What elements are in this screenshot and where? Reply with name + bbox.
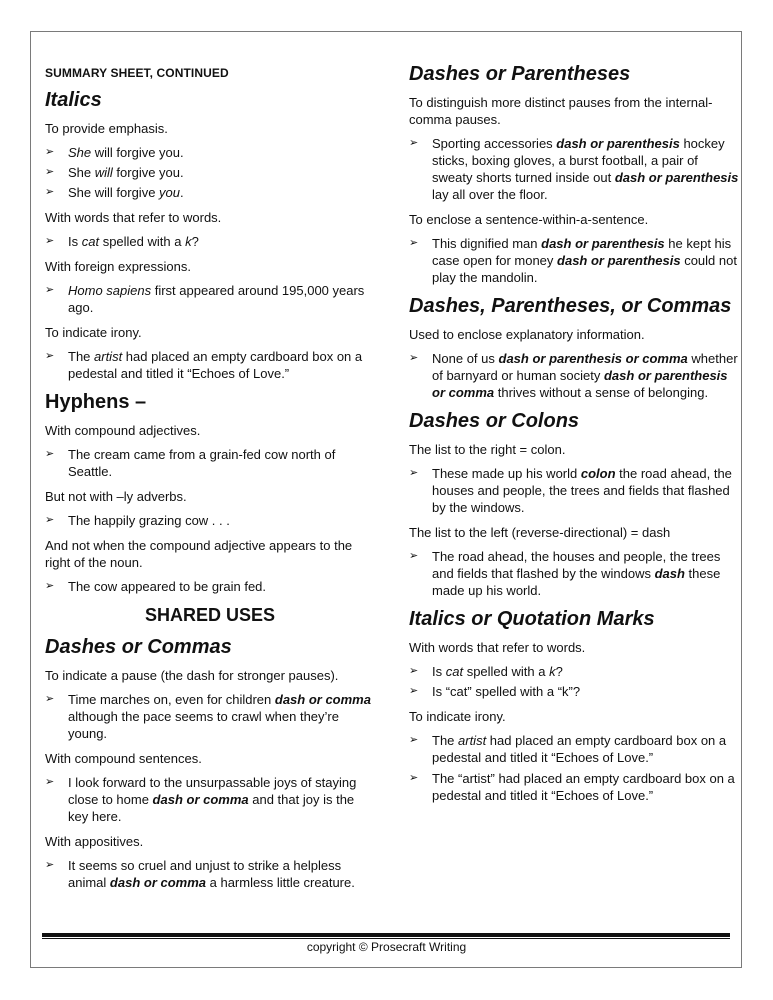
list-item: ➢ The road ahead, the houses and people, the trees and fields that flashed by the windows dash these made up his world.: [409, 549, 721, 598]
arrow-bullet-icon: ➢: [409, 665, 419, 677]
bullet-list: [409, 548, 739, 599]
arrow-bullet-icon: ➢: [45, 448, 55, 460]
arrow-bullet-icon: ➢: [45, 776, 55, 788]
lead-text: And not when the compound adjective appears to the right of the noun.: [45, 538, 353, 570]
arrow-bullet-icon: ➢: [45, 166, 55, 178]
list-item: ➢ Is “cat” spelled with a “k”?: [409, 684, 581, 699]
section-title-italics: Italics: [45, 89, 102, 111]
arrow-bullet-icon: ➢: [45, 580, 55, 592]
lead-text: To indicate a pause (the dash for stronger pauses).: [45, 668, 339, 683]
bullet-list: [45, 282, 375, 316]
lead-text: With compound adjectives.: [45, 423, 201, 438]
arrow-bullet-icon: ➢: [45, 146, 55, 158]
lead-text: To indicate irony.: [409, 709, 506, 724]
arrow-bullet-icon: ➢: [409, 137, 419, 149]
section-title-dashes-or-parentheses: Dashes or Parentheses: [409, 63, 631, 85]
lead-text: To distinguish more distinct pauses from the internal-comma pauses.: [409, 95, 713, 127]
list-item: ➢ These made up his world colon the road ahead, the houses and people, the trees and fields that flashed by the windows.: [409, 466, 732, 515]
footer-divider: [42, 933, 730, 937]
bullet-list: [409, 663, 739, 700]
list-item: ➢ She will forgive you.: [45, 145, 184, 160]
bullet-list: [409, 235, 739, 286]
lead-text: To indicate irony.: [45, 325, 142, 340]
lead-text: To enclose a sentence-within-a-sentence.: [409, 212, 649, 227]
list-item: ➢ The happily grazing cow . . .: [45, 513, 230, 528]
list-item: ➢ Is cat spelled with a k?: [45, 234, 199, 249]
lead-text: With appositives.: [45, 834, 144, 849]
lead-text: The list to the left (reverse-directional) = dash: [409, 525, 671, 540]
lead-text: Used to enclose explanatory information.: [409, 327, 645, 342]
lead-text: With compound sentences.: [45, 751, 202, 766]
shared-uses-heading: SHARED USES: [144, 605, 276, 625]
arrow-bullet-icon: ➢: [45, 186, 55, 198]
arrow-bullet-icon: ➢: [409, 237, 419, 249]
bullet-list: [45, 446, 375, 480]
arrow-bullet-icon: ➢: [409, 550, 419, 562]
list-item: ➢ It seems so cruel and unjust to strike a helpless animal dash or comma a harmless little creature.: [45, 858, 355, 890]
arrow-bullet-icon: ➢: [409, 772, 419, 784]
section-title-dashes-or-colons: Dashes or Colons: [409, 410, 580, 432]
list-item: ➢ Time marches on, even for children dash or comma although the pace seems to crawl when they’re young.: [45, 692, 371, 741]
list-item: ➢ Is cat spelled with a k?: [409, 664, 563, 679]
arrow-bullet-icon: ➢: [45, 693, 55, 705]
copyright-notice: copyright © Prosecraft Writing: [306, 940, 467, 954]
bullet-list: [409, 135, 739, 203]
arrow-bullet-icon: ➢: [409, 734, 419, 746]
page-kicker: SUMMARY SHEET, CONTINUED: [45, 66, 229, 80]
left-column: [45, 60, 375, 899]
arrow-bullet-icon: ➢: [409, 352, 419, 364]
arrow-bullet-icon: ➢: [45, 859, 55, 871]
lead-text: With words that refer to words.: [409, 640, 586, 655]
list-item: ➢ She will forgive you.: [45, 165, 184, 180]
list-item: ➢ Sporting accessories dash or parenthesis hockey sticks, boxing gloves, a burst football, a pair of sweaty shorts turned inside out dash or parenthesis lay all over the floor.: [409, 136, 739, 202]
bullet-list: [409, 465, 739, 516]
right-column: [409, 62, 739, 812]
lead-text: But not with –ly adverbs.: [45, 489, 187, 504]
bullet-list: [45, 348, 375, 382]
arrow-bullet-icon: ➢: [409, 685, 419, 697]
bullet-list: [409, 350, 739, 401]
list-item: ➢ Homo sapiens first appeared around 195,000 years ago.: [45, 283, 365, 315]
section-title-hyphens: Hyphens –: [45, 391, 147, 413]
list-item: ➢ The cream came from a grain-fed cow north of Seattle.: [45, 447, 336, 479]
section-title-dashes-or-commas: Dashes or Commas: [45, 636, 232, 658]
arrow-bullet-icon: ➢: [45, 284, 55, 296]
bullet-list: [45, 144, 375, 201]
bullet-list: [409, 732, 739, 804]
lead-text: The list to the right = colon.: [409, 442, 566, 457]
list-item: ➢ I look forward to the unsurpassable joys of staying close to home dash or comma and that joy is the key here.: [45, 775, 357, 824]
arrow-bullet-icon: ➢: [409, 467, 419, 479]
arrow-bullet-icon: ➢: [45, 514, 55, 526]
bullet-list: [45, 578, 375, 595]
lead-text: To provide emphasis.: [45, 121, 168, 136]
bullet-list: [45, 512, 375, 529]
lead-text: With foreign expressions.: [45, 259, 191, 274]
bullet-list: [45, 774, 375, 825]
list-item: ➢ The artist had placed an empty cardboard box on a pedestal and titled it “Echoes of Love.”: [409, 733, 727, 765]
list-item: ➢ None of us dash or parenthesis or comma whether of barnyard or human society dash or parenthesis or comma thrives without a sense of belonging.: [409, 351, 738, 400]
lead-text: With words that refer to words.: [45, 210, 222, 225]
arrow-bullet-icon: ➢: [45, 350, 55, 362]
bullet-list: [45, 233, 375, 250]
section-title-italics-or-quotation-marks: Italics or Quotation Marks: [409, 608, 655, 630]
arrow-bullet-icon: ➢: [45, 235, 55, 247]
list-item: ➢ The cow appeared to be grain fed.: [45, 579, 267, 594]
section-title-dashes-parentheses-or-commas: Dashes, Parentheses, or Commas: [409, 295, 732, 317]
footer-divider-thin: [42, 938, 730, 939]
list-item: ➢ The “artist” had placed an empty cardboard box on a pedestal and titled it “Echoes of Love.”: [409, 771, 735, 803]
bullet-list: [45, 857, 375, 891]
list-item: ➢ The artist had placed an empty cardboard box on a pedestal and titled it “Echoes of Love.”: [45, 349, 363, 381]
list-item: ➢ She will forgive you.: [45, 185, 184, 200]
bullet-list: [45, 691, 375, 742]
list-item: ➢ This dignified man dash or parenthesis he kept his case open for money dash or parenthesis could not play the mandolin.: [409, 236, 737, 285]
